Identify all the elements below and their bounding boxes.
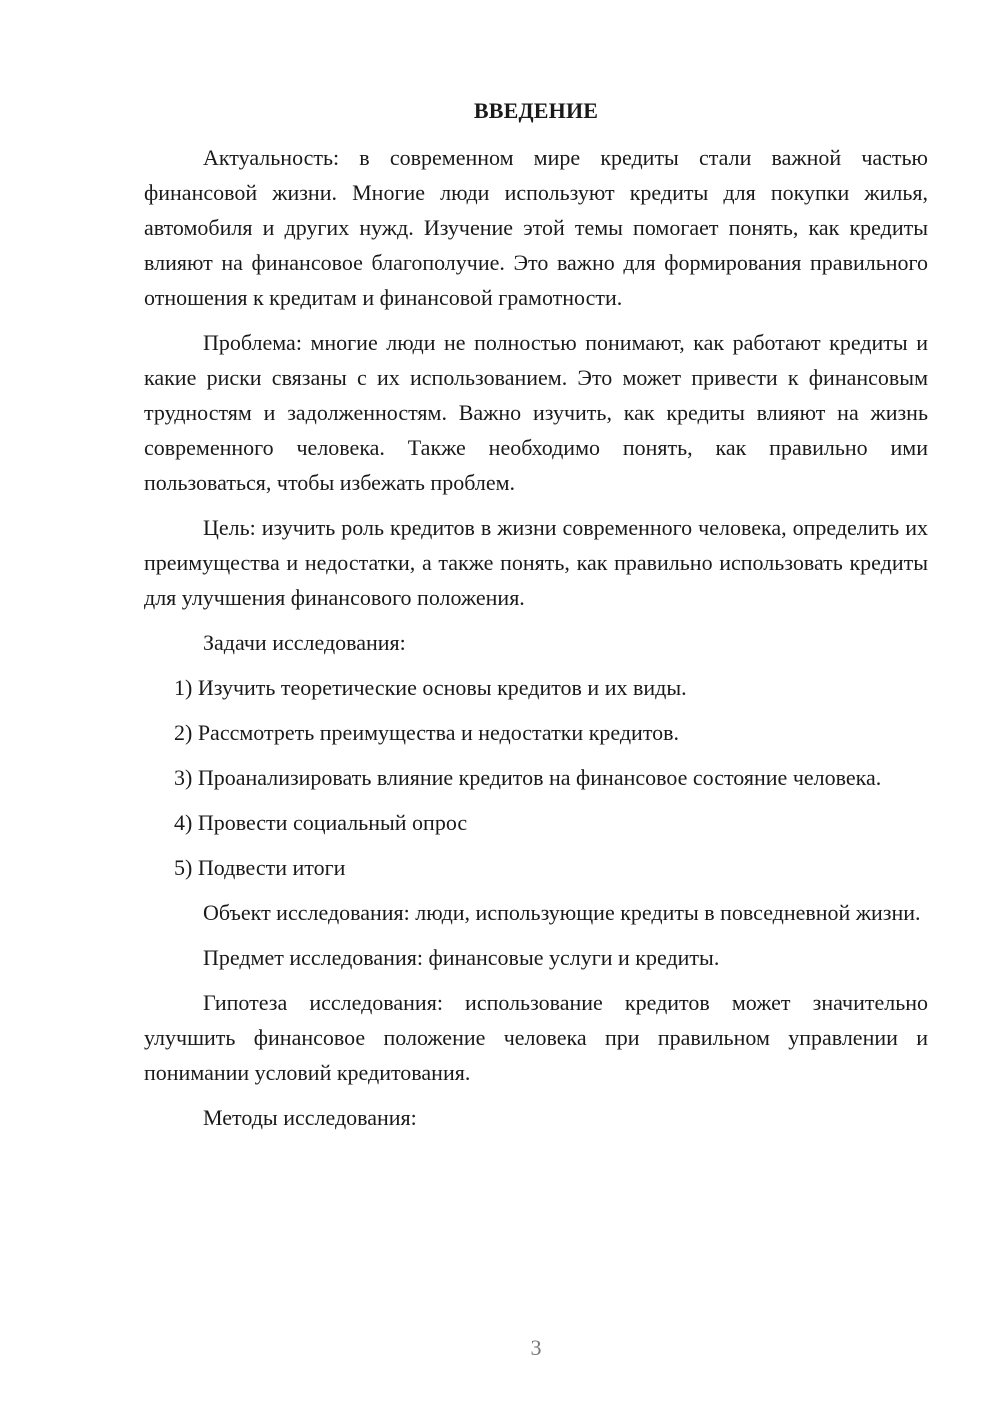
page-content: [144, 96, 928, 1145]
paragraph-tasks-heading: Задачи исследования:: [203, 630, 406, 655]
task-item-4: 4) Провести социальный опрос: [174, 810, 468, 835]
task-item-3: 3) Проанализировать влияние кредитов на финансовое состояние человека.: [174, 765, 882, 790]
paragraph-relevance: Актуальность: в современном мире кредиты стали важной частью финансовой жизни. Многие люди используют кредиты для покупки жилья, автомобиля и других нужд. Изучение этой темы помогает понять, как кредиты влияют на финансовое благополучие. Это важно для формирования правильного отношения к кредитам и финансовой грамотности.: [144, 145, 928, 310]
paragraph-subject: Предмет исследования: финансовые услуги и кредиты.: [203, 945, 720, 970]
task-item-2: 2) Рассмотреть преимущества и недостатки кредитов.: [174, 720, 680, 745]
paragraph-object: Объект исследования: люди, использующие кредиты в повседневной жизни.: [203, 900, 921, 925]
task-item-5: 5) Подвести итоги: [174, 855, 346, 880]
paragraph-hypothesis: Гипотеза исследования: использование кредитов может значительно улучшить финансовое положение человека при правильном управлении и понимании условий кредитования.: [144, 990, 928, 1085]
paragraph-goal: Цель: изучить роль кредитов в жизни современного человека, определить их преимущества и недостатки, а также понять, как правильно использовать кредиты для улучшения финансового положения.: [144, 515, 928, 610]
paragraph-problem: Проблема: многие люди не полностью понимают, как работают кредиты и какие риски связаны с их использованием. Это может привести к финансовым трудностям и задолженностям. Важно изучить, как кредиты влияют на жизнь современного человека. Также необходимо понять, как правильно ими пользоваться, чтобы избежать проблем.: [144, 330, 928, 495]
task-item-1: 1) Изучить теоретические основы кредитов и их виды.: [174, 675, 687, 700]
page-number: 3: [530, 1335, 542, 1360]
page-title: ВВЕДЕНИЕ: [473, 98, 599, 123]
paragraph-methods: Методы исследования:: [203, 1105, 417, 1130]
